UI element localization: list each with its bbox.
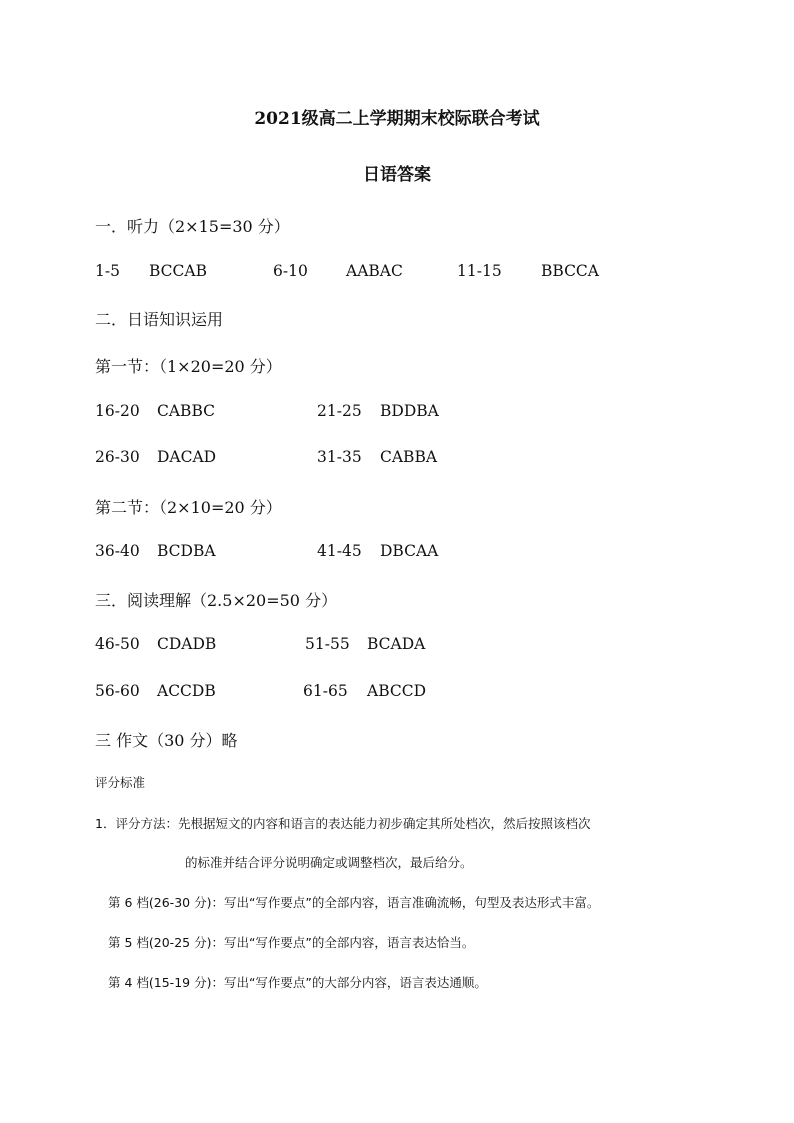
- question-range: 11-15: [457, 262, 502, 280]
- answer-row: [95, 448, 495, 470]
- answer-row: [95, 682, 495, 704]
- answer-key: BDDBA: [380, 402, 439, 420]
- question-range: 56-60: [95, 682, 140, 700]
- answer-key: BBCCA: [541, 262, 599, 280]
- answer-row: [95, 542, 495, 564]
- part-two-heading: 第二节：（2×10=20 分）: [95, 498, 282, 517]
- question-range: 16-20: [95, 402, 140, 420]
- answer-key: DBCAA: [380, 542, 439, 560]
- answer-key: ABCCD: [367, 682, 427, 700]
- question-range: 51-55: [305, 635, 350, 653]
- level-5-criteria: 第 5 档(20-25 分)：写出“写作要点”的全部内容，语言表达恰当。: [108, 935, 475, 950]
- criteria-title: 评分标准: [95, 775, 146, 790]
- part-one-heading: 第一节：（1×20=20 分）: [95, 357, 282, 376]
- question-range: 61-65: [303, 682, 348, 700]
- scoring-method-line-2: 的标准并结合评分说明确定或调整档次，最后给分。: [185, 855, 473, 870]
- question-range: 21-25: [317, 402, 362, 420]
- question-range: 41-45: [317, 542, 362, 560]
- question-range: 31-35: [317, 448, 362, 466]
- section-writing-heading: 三 作文（30 分）略: [95, 731, 238, 750]
- answer-key: BCADA: [367, 635, 426, 653]
- answer-row: [95, 635, 495, 657]
- level-4-criteria: 第 4 档(15-19 分)：写出“写作要点”的大部分内容，语言表达通顺。: [108, 975, 487, 990]
- question-range: 36-40: [95, 542, 140, 560]
- section-reading-heading: 三．阅读理解（2.5×20=50 分）: [95, 591, 338, 610]
- answer-row: [95, 402, 495, 424]
- section-listening-heading: 一．听力（2×15=30 分）: [95, 217, 290, 236]
- answer-key: AABAC: [346, 262, 403, 280]
- answer-key: CABBA: [380, 448, 438, 466]
- answer-subtitle: 日语答案: [363, 165, 431, 185]
- answer-key: CDADB: [157, 635, 217, 653]
- level-6-criteria: 第 6 档(26-30 分)：写出“写作要点”的全部内容，语言准确流畅，句型及表达形式丰富。: [108, 895, 600, 910]
- answer-key: CABBC: [157, 402, 215, 420]
- answer-key: DACAD: [157, 448, 217, 466]
- section-knowledge-heading: 二．日语知识运用: [95, 310, 224, 329]
- question-range: 46-50: [95, 635, 140, 653]
- question-range: 1-5: [95, 262, 120, 280]
- scoring-method-line-1: 1．评分方法：先根据短文的内容和语言的表达能力初步确定其所处档次，然后按照该档次: [95, 816, 591, 831]
- answer-row: [95, 262, 715, 284]
- exam-title: 2021级高二上学期期末校际联合考试: [254, 109, 540, 129]
- answer-key: BCDBA: [157, 542, 216, 560]
- question-range: 26-30: [95, 448, 140, 466]
- question-range: 6-10: [273, 262, 308, 280]
- answer-key: BCCAB: [149, 262, 207, 280]
- answer-key: ACCDB: [157, 682, 216, 700]
